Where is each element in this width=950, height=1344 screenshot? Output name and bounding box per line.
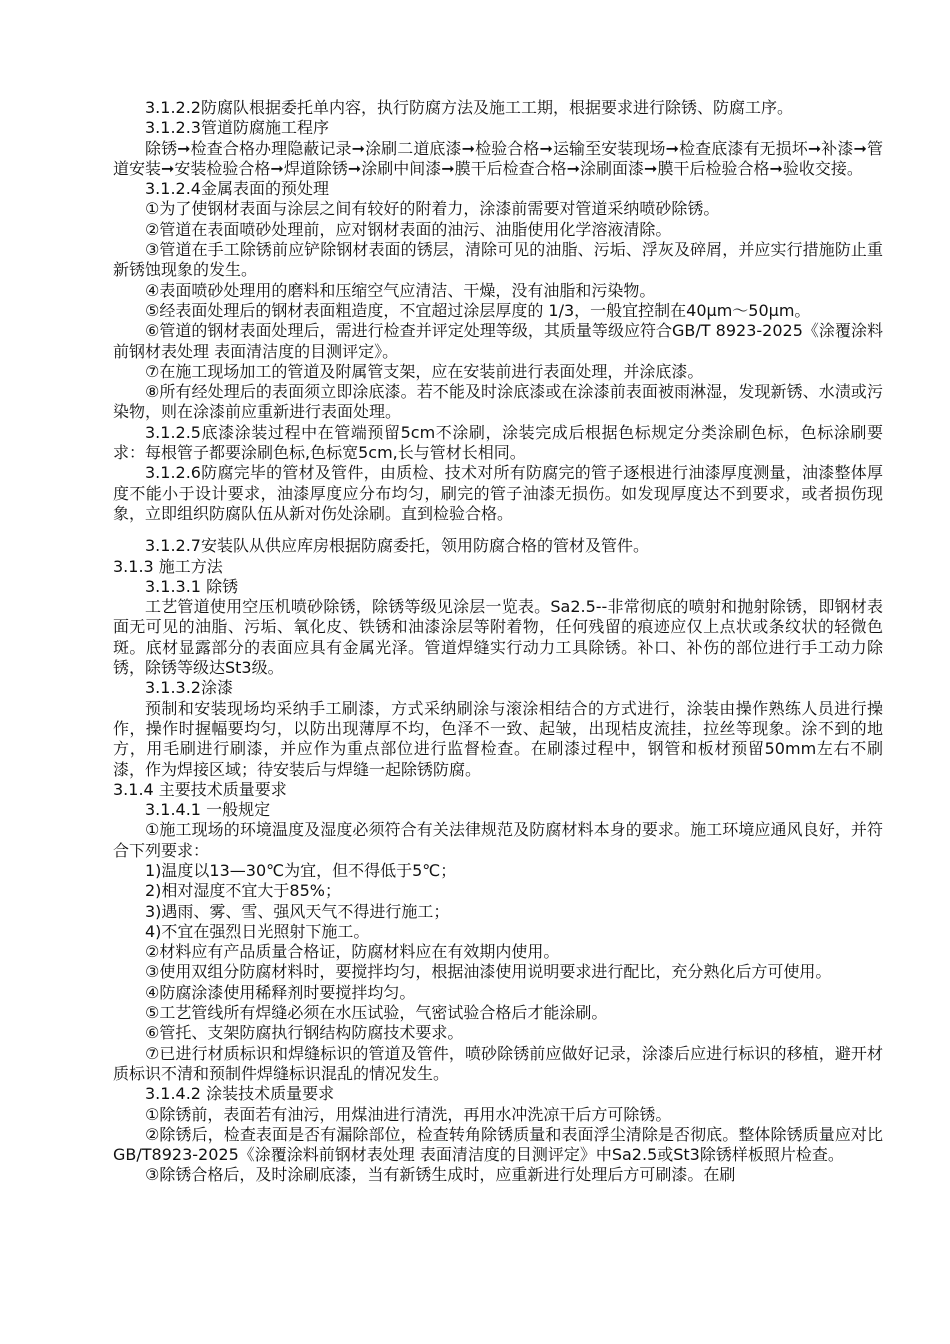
- body-paragraph: 3.1.4.1 一般规定: [145, 800, 271, 820]
- body-paragraph: ③管道在手工除锈前应铲除钢材表面的锈层，清除可见的油脂、污垢、浮灰及碎屑，并应实行措施防止重新锈蚀现象的发生。: [113, 240, 883, 280]
- body-paragraph: 工艺管道使用空压机喷砂除锈，除锈等级见涂层一览表。Sa2.5--非常彻底的喷射和抛射除锈，即钢材表面无可见的油脂、污垢、氧化皮、铁锈和油漆涂层等附着物，任何残留的痕迹应仅上点状或条纹状的轻微色斑。底材显露部分的表面应具有金属光泽。管道焊缝实行动力工具除锈。补口、补伤的部位进行手工动力除锈，除锈等级达St3级。: [113, 597, 883, 678]
- body-paragraph: ⑦在施工现场加工的管道及附属管支架，应在安装前进行表面处理，并涂底漆。: [145, 361, 704, 381]
- body-paragraph: 3.1.2.7安装队从供应库房根据防腐委托，领用防腐合格的管材及管件。: [145, 536, 649, 556]
- body-paragraph: ③除锈合格后，及时涂刷底漆，当有新锈生成时，应重新进行处理后方可刷漆。在刷: [145, 1165, 736, 1185]
- body-paragraph: 3.1.2.6防腐完毕的管材及管件，由质检、技术对所有防腐完的管子逐根进行油漆厚度测量，油漆整体厚度不能小于设计要求，油漆厚度应分布均匀，刷完的管子油漆无损伤。如发现厚度达不到要求，或者损伤现象，立即组织防腐队伍从新对伤处涂刷。直到检验合格。: [113, 463, 883, 523]
- body-paragraph: ⑤经表面处理后的钢材表面粗造度，不宜超过涂层厚度的 1/3，一般宜控制在40μm～50μm。: [145, 300, 811, 320]
- body-paragraph: 4)不宜在强烈日光照射下施工。: [145, 921, 370, 941]
- body-paragraph: 3.1.2.2防腐队根据委托单内容，执行防腐方法及施工工期，根据要求进行除锈、防腐工序。: [145, 98, 793, 117]
- body-paragraph: ①除锈前，表面若有油污，用煤油进行清洗，再用水冲洗凉干后方可除锈。: [145, 1104, 672, 1124]
- body-paragraph: 3.1.2.5底漆涂装过程中在管端预留5cm不涂刷，涂装完成后根据色标规定分类涂刷色标，色标涂刷要求：每根管子都要涂刷色标,色标宽5cm,长与管材长相同。: [113, 422, 883, 463]
- body-paragraph: ②管道在表面喷砂处理前，应对钢材表面的油污、油脂使用化学溶液清除。: [145, 219, 672, 239]
- body-paragraph: ⑤工艺管线所有焊缝必须在水压试验，气密试验合格后才能涂刷。: [145, 1003, 608, 1023]
- paragraph-spacer: [113, 524, 883, 536]
- body-paragraph: ⑦已进行材质标识和焊缝标识的管道及管件，喷砂除锈前应做好记录，涂漆后应进行标识的移植，避开材质标识不清和预制件焊缝标识混乱的情况发生。: [113, 1043, 883, 1083]
- body-paragraph: ④表面喷砂处理用的磨料和压缩空气应清洁、干燥，没有油脂和污染物。: [145, 280, 656, 300]
- section-heading: 3.1.3 施工方法: [113, 556, 223, 576]
- body-paragraph: ③使用双组分防腐材料时，要搅拌均匀，根据油漆使用说明要求进行配比，充分熟化后方可使用。: [145, 962, 832, 982]
- body-paragraph: ⑥管道的钢材表面处理后，需进行检查并评定处理等级，其质量等级应符合GB/T 8923-2025《涂覆涂料前钢材表处理 表面清洁度的目测评定》。: [113, 321, 883, 361]
- body-paragraph: ⑧所有经处理后的表面须立即涂底漆。若不能及时涂底漆或在涂漆前表面被雨淋湿，发现新锈、水渍或污染物，则在涂漆前应重新进行表面处理。: [113, 382, 883, 422]
- body-paragraph: 3.1.3.2涂漆: [145, 678, 233, 698]
- body-paragraph: 预制和安装现场均采纳手工刷漆，方式采纳刷涂与滚涂相结合的方式进行，涂装由操作熟练人员进行操作，操作时握幅要均匀，以防出现薄厚不均，色泽不一致、起皱，出现桔皮流挂，拉丝等现象。涂不到的地方，用毛刷进行刷漆，并应作为重点部位进行监督检查。在刷漆过程中，钢管和板材预留50mm左右不刷漆，作为焊接区域；待安装后与焊缝一起除锈防腐。: [113, 698, 883, 779]
- body-paragraph: ②除锈后，检查表面是否有漏除部位，检查转角除锈质量和表面浮尘清除是否彻底。整体除锈质量应对比GB/T8923-2025《涂覆涂料前钢材表处理 表面清洁度的目测评定》中Sa2.5或St3除锈样板照片检查。: [113, 1124, 883, 1165]
- document-body: [113, 98, 883, 1186]
- body-paragraph: 3.1.3.1 除锈: [145, 576, 239, 596]
- body-paragraph: 1)温度以13—30℃为宜，但不得低于5℃；: [145, 860, 457, 880]
- body-paragraph: 3.1.2.3管道防腐施工程序: [145, 118, 329, 138]
- section-heading: 3.1.4 主要技术质量要求: [113, 779, 287, 799]
- body-paragraph: ①为了使钢材表面与涂层之间有较好的附着力，涂漆前需要对管道采纳喷砂除锈。: [145, 199, 720, 219]
- body-paragraph: ④防腐涂漆使用稀释剂时要搅拌均匀。: [145, 982, 416, 1002]
- body-paragraph: 除锈➞检查合格办理隐蔽记录➞涂刷二道底漆➞检验合格➞运输至安装现场➞检查底漆有无损坏➞补漆➞管道安装➞安装检验合格➞焊道除锈➞涂刷中间漆➞膜干后检查合格➞涂刷面漆➞膜干后检验合格➞验收交接。: [113, 138, 883, 178]
- body-paragraph: 3.1.4.2 涂装技术质量要求: [145, 1084, 335, 1104]
- body-paragraph: ①施工现场的环境温度及湿度必须符合有关法律规范及防腐材料本身的要求。施工环境应通风良好，并符合下列要求：: [113, 820, 883, 860]
- body-paragraph: ⑥管托、支架防腐执行钢结构防腐技术要求。: [145, 1023, 464, 1043]
- body-paragraph: 3.1.2.4金属表面的预处理: [145, 179, 329, 199]
- body-paragraph: 2)相对湿度不宜大于85%；: [145, 881, 341, 901]
- body-paragraph: ②材料应有产品质量合格证，防腐材料应在有效期内使用。: [145, 942, 560, 962]
- body-paragraph: 3)遇雨、雾、雪、强风天气不得进行施工；: [145, 901, 450, 921]
